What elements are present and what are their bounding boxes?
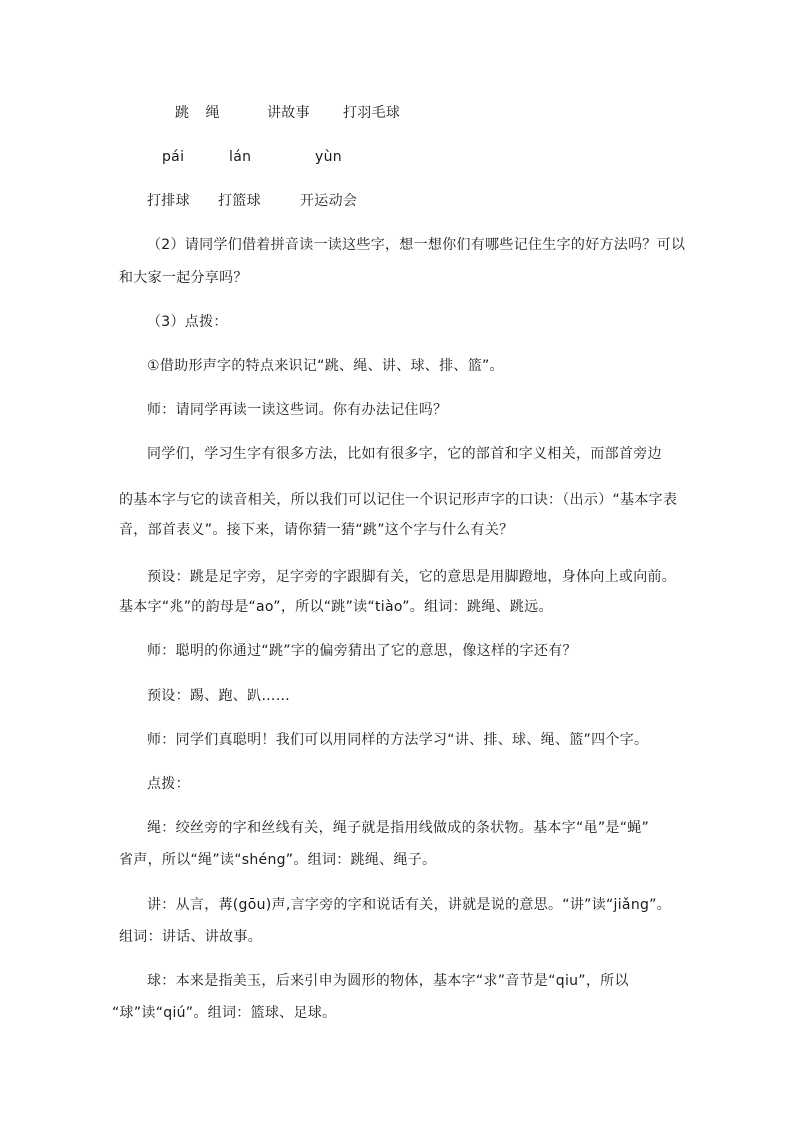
word-kaiyundonghui: 开运动会 [300, 193, 358, 209]
paragraph-dianbo: 点拨： [147, 776, 190, 792]
paragraph-teacher-2: 师：聪明的你通过“跳”字的偏旁猜出了它的意思，像这样的字还有？ [147, 643, 577, 659]
paragraph-qiu-line1: 球：本来是指美玉，后来引申为圆形的物体，基本字“求”音节是“qiu”，所以 [147, 973, 629, 989]
paragraph-jiang-line2: 组词：讲话、讲故事。 [119, 929, 262, 945]
paragraph-3: （3）点拨： [147, 314, 228, 330]
paragraph-preset-1-line2: 基本字“兆”的韵母是“ao”，所以“跳”读“tiào”。组词：跳绳、跳远。 [119, 599, 553, 615]
paragraph-students-line1: 同学们，学习生字有很多方法，比如有很多字，它的部首和字义相关，而部首旁边 [147, 446, 662, 462]
paragraph-qiu-line2: “球”读“qiú”。组词：篮球、足球。 [112, 1005, 337, 1021]
paragraph-sheng-line2: 省声，所以“绳”读“shéng”。组词：跳绳、绳子。 [119, 852, 437, 868]
paragraph-preset-2: 预设：踢、跑、趴…… [147, 688, 290, 704]
pinyin-yun: yùn [315, 149, 342, 165]
paragraph-students-line2: 的基本字与它的读音相关，所以我们可以记住一个识记形声字的口诀：（出示）“基本字表 [119, 492, 678, 508]
word-dalanqiu: 打篮球 [218, 193, 261, 209]
paragraph-teacher-1: 师：请同学再读一读这些词。你有办法记住吗？ [147, 402, 448, 418]
paragraph-2-line2: 和大家一起分享吗？ [119, 270, 248, 286]
paragraph-sheng-line1: 绳：绞丝旁的字和丝线有关，绳子就是指用线做成的条状物。基本字“黾”是“蝇” [147, 820, 650, 836]
paragraph-point-1: ①借助形声字的特点来识记“跳、绳、讲、球、排、篮”。 [147, 358, 504, 374]
paragraph-2-line1: （2）请同学们借着拼音读一读这些字，想一想你们有哪些记住生字的好方法吗？可以 [147, 237, 686, 253]
pinyin-lan: lán [229, 149, 252, 165]
paragraph-students-line3: 音，部首表义”。接下来，请你猜一猜“跳”这个字与什么有关？ [119, 522, 514, 538]
word-tiaosheng: 跳 绳 [175, 105, 226, 121]
word-jiangushi: 讲故事 [267, 105, 310, 121]
pinyin-pai: pái [162, 149, 185, 165]
paragraph-jiang-line1: 讲：从言，冓(gōu)声,言字旁的字和说话有关，讲就是说的意思。“讲”读“jiǎng”。 [147, 897, 672, 913]
word-dayumaoqiu: 打羽毛球 [343, 105, 401, 121]
paragraph-teacher-3: 师：同学们真聪明！我们可以用同样的方法学习“讲、排、球、绳、篮”四个字。 [147, 732, 649, 748]
paragraph-preset-1-line1: 预设：跳是足字旁，足字旁的字跟脚有关，它的意思是用脚蹬地，身体向上或向前。 [147, 569, 677, 585]
word-dapaiqiu: 打排球 [147, 193, 190, 209]
